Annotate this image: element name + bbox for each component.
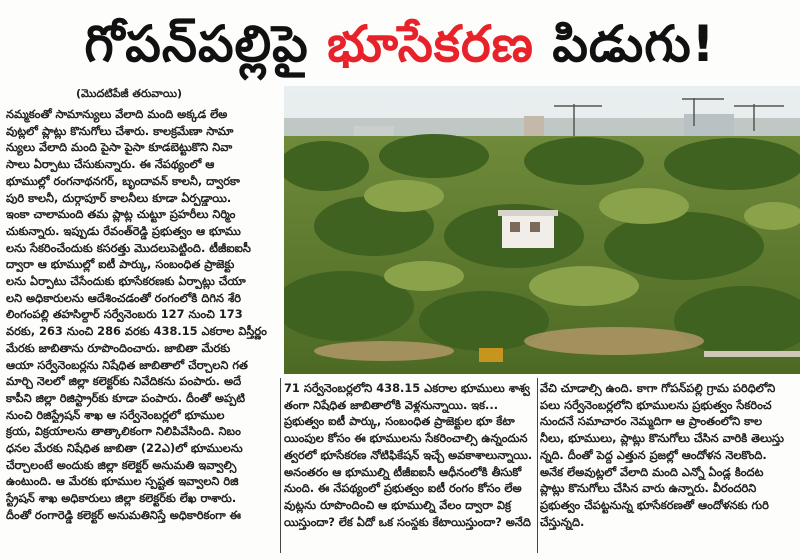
article-line: మార్చి నెలలో జిల్లా కలెక్టర్‌కు నివేదికను పంపారు. అదే (6, 374, 242, 389)
article-line: నమ్మకంతో సామాన్యులు వేలాది మంది అక్కడ లేఅ (6, 107, 228, 121)
article-line: పురి కాలనీ, దుర్గాపూర్ కాలనీలు కూడా ఏర్పడ్డాయి. (6, 190, 232, 205)
article-line: లింగంపల్లి తహసిల్దార్ సర్వేనెంబరు 127 నుంచి 173 (6, 307, 243, 322)
column-divider (280, 378, 281, 553)
article-column-2 (284, 380, 536, 530)
article-line: దీంతో రంగారెడ్డి కలెక్టర్ అనుమతినిస్తే అధికారికంగా ఈ (6, 507, 242, 522)
headline-part-2: భూసేకరణ (327, 15, 534, 73)
article-line: యింపుల కోసం ఈ భూములను సేకరించాల్సి ఉన్నందున (284, 431, 528, 446)
article-line: కాపీని జిల్లా రిజిస్ట్రార్‌కు కూడా పంపారు. దీంతో అప్పటి (6, 390, 246, 405)
article-line: వేచి చూడాల్సి ఉంది. కాగా గోపన్‌పల్లి గ్రామ పరిధిలోని (540, 381, 776, 395)
article-line: నుందనే సమాచారం నెమ్మదిగా ఆ ప్రాంతంలోని కాల (540, 414, 763, 429)
byline: (మొదటిపేజీ తరువాయి) (76, 87, 183, 100)
headline (0, 4, 800, 84)
column-divider (537, 378, 538, 553)
article-line: క్రయ, విక్రయాలను తాత్కాలికంగా నిలిపివేసింది. నిబం (6, 424, 241, 439)
article-line: ద్వారా ఆ భూముల్లో ఐటీ పార్కు, సంబంధిత ప్రాజెక్టు (6, 257, 235, 272)
article-line: అనంతరం ఆ భూముల్ని టీజీఐఐసీ ఆధీనంలోకి తీసుకో (284, 464, 522, 479)
article-line: త్వరలో భూసేకరణ నోటిఫికేషన్ ఇచ్చే అవకాశాలున్నాయి. (284, 447, 533, 462)
article-line: సాలు ఏర్పాటు చేసుకున్నారు. ఈ నేపథ్యంలో ఆ (6, 157, 215, 172)
article-line: నుంది. ఈ నేపథ్యంలో ప్రభుత్వం ఐటీ రంగం కోసం లేఅ (284, 481, 522, 496)
article-line: లను ఏర్పాటు చేసేందుకు భూసేకరణకు ఏర్పాట్లు చేయా (6, 274, 246, 289)
article-line: స్ట్రేషన్ శాఖ అధికారులు జిల్లా కలెక్టర్‌కు లేఖ రాశారు. (6, 491, 237, 506)
article-line: పలు సర్వేనెంబర్లలోని భూములను ప్రభుత్వం సేకరించ (540, 397, 772, 412)
article-line: తంగా నిషేధిత జాబితాలోకి వెళ్లనున్నాయి. ఇక... (284, 397, 499, 412)
article-line: భూముల్లో రంగనాథనగర్, బృందావన్ కాలనీ, ద్వారకా (6, 173, 240, 188)
land-photo-illustration (284, 86, 800, 374)
article-line: ధనల మేరకు నిషేధిత జాబితా (22ఎ)లో భూములను (6, 441, 243, 456)
article-line: చుకున్నారు. ఇప్పుడు రేవంత్‌రెడ్డి ప్రభుత్వం ఆ భూము (6, 223, 241, 238)
article-line: లని అధికారులను ఆదేశించడంతో రంగంలోకి దిగిన శేరి (6, 290, 241, 305)
article-line: నీలు, భూములు, ప్లాట్లు కొనుగోలు చేసిన వారికి తెలుస్తు (540, 431, 784, 446)
article-line: ప్రభుత్వం ఐటీ పార్కు, సంబంధిత ప్రాజెక్టుల భూ కేటా (284, 414, 515, 429)
article-line: ప్రభుత్వం చేపట్టనున్న భూసేకరణతో ఆందోళనకు గురి (540, 497, 769, 512)
article-line: ప్లాట్లు కొనుగోలు చేసిన వారు ఉన్నారు. వీరందరిని (540, 481, 757, 496)
article-line: చేస్తున్నది. (540, 514, 585, 529)
article-line: వరకు, 263 నుంచి 286 వరకు 438.15 ఎకరాల విస్తీర్ణం (6, 324, 267, 339)
headline-part-3: పిడుగు! (533, 15, 716, 73)
article-line: యిస్తుందా? లేక ఏదో ఒక సంస్థకు కేటాయిస్తుందా? అనేది (284, 514, 531, 529)
article-line: అనేక లేఅవుట్లలో వేలాది మంది ఎన్నో ఏండ్ల కిందట (540, 464, 764, 479)
article-line: ఇంకా చాలామంది తమ ప్లాట్ల చుట్టూ ప్రహరీలు నిర్మిం (6, 207, 236, 222)
headline-part-1: గోపన్‌పల్లిపై (84, 15, 328, 73)
land-photo (284, 86, 800, 374)
article-line: వుట్లను రూపొందించి ఆ భూముల్ని వేలం ద్వారా విక్ర (284, 497, 511, 512)
article-line: ఆయా సర్వేనెంబర్లను నిషేధిత జాబితాలో చేర్చాలని గత (6, 357, 248, 372)
article-line: న్నది. దీంతో పెద్ద ఎత్తున ప్రజల్లో ఆందోళన నెలకొంది. (540, 447, 767, 462)
article-column-3 (540, 380, 794, 530)
article-line: మేరకు జాబితాను రూపొందించారు. జాబితా మేరకు (6, 340, 231, 355)
article-line: 71 సర్వేనెంబర్లలోని 438.15 ఎకరాల భూములు శాశ్వ (284, 381, 530, 395)
article-line: లను సేకరించేందుకు కసరత్తు మొదలుపెట్టింది. టీజీఐఐసీ (6, 240, 251, 255)
article-column-1 (6, 106, 278, 524)
article-line: న్యులు వేలాది మంది పైసా పైసా కూడబెట్టుకొని నివా (6, 140, 233, 155)
article-line: చేర్చాలంటే అందుకు జిల్లా కలెక్టర్ అనుమతి ఇవ్వాల్సి (6, 457, 237, 472)
article-line: వుట్లలో ప్లాట్లు కొనుగోలు చేశారు. కాలక్రమేణా సామా (6, 123, 234, 138)
article-line: నుంచి రిజిస్ట్రేషన్ శాఖ ఆ సర్వేనెంబర్లలో భూముల (6, 407, 225, 422)
article-line: ఉంటుంది. ఆ మేరకు భూముల స్పష్టత ఇవ్వాలని రిజి (6, 474, 239, 489)
